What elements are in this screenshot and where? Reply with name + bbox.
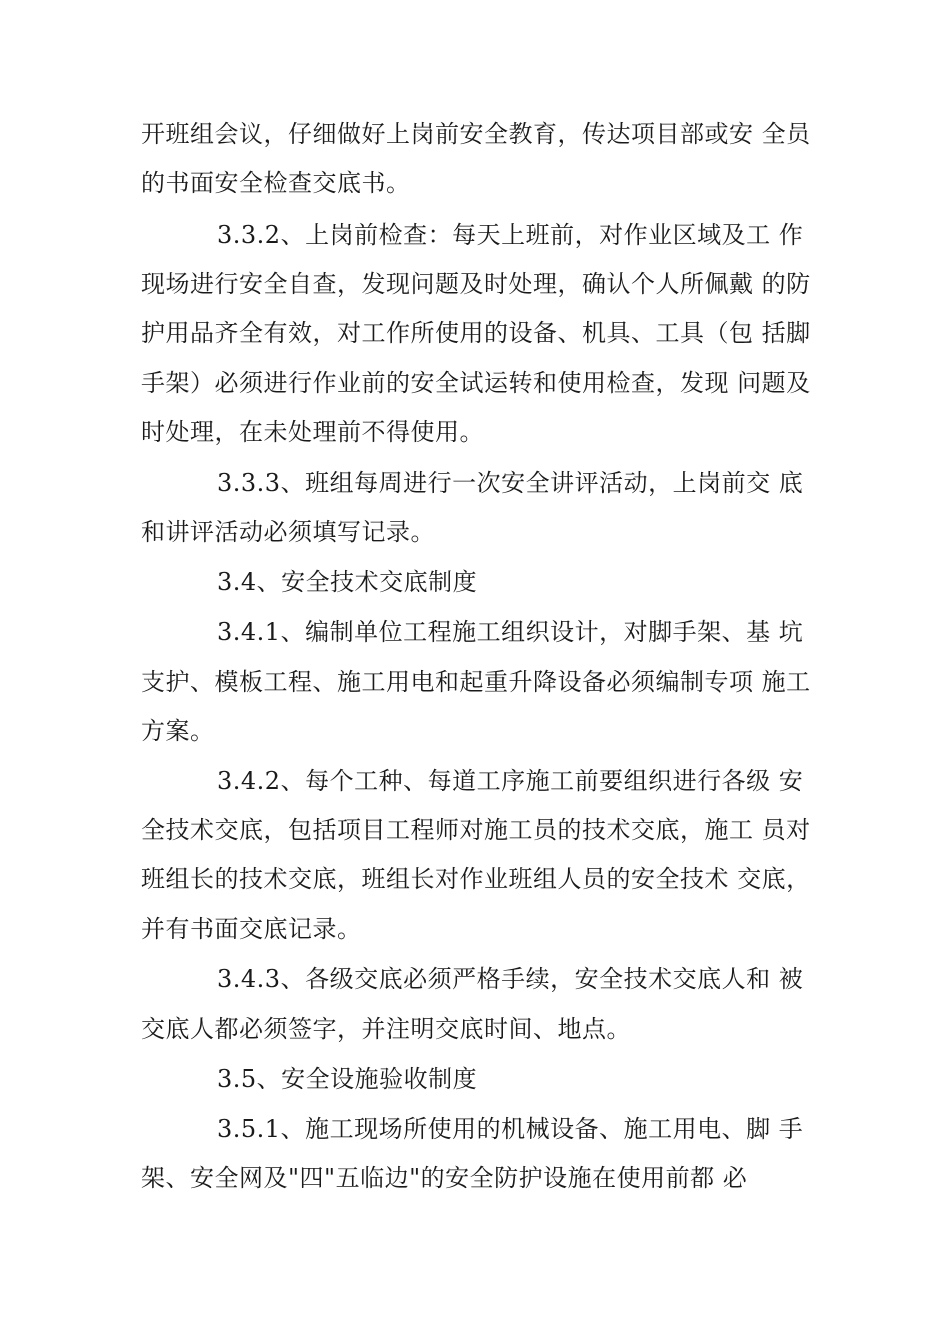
- text-line: 3.4.1、编制单位工程施工组织设计，对脚手架、基 坑: [217, 618, 804, 646]
- section-heading: 3.5、安全设施验收制度: [217, 1065, 478, 1093]
- text-line: 3.5.1、施工现场所使用的机械设备、施工用电、脚 手: [217, 1115, 804, 1143]
- text-line: 护用品齐全有效，对工作所使用的设备、机具、工具（包 括脚: [141, 319, 811, 347]
- text-line: 时处理，在未处理前不得使用。: [141, 418, 484, 446]
- text-line: 3.3.3、班组每周进行一次安全讲评活动，上岗前交 底: [217, 469, 804, 497]
- text-line: 手架）必须进行作业前的安全试运转和使用检查，发现 问题及: [141, 369, 811, 397]
- text-line: 班组长的技术交底，班组长对作业班组人员的安全技术 交底，: [141, 865, 811, 893]
- text-line: 方案。: [141, 717, 215, 745]
- text-line: 支护、模板工程、施工用电和起重升降设备必须编制专项 施工: [141, 668, 811, 696]
- text-line: 交底人都必须签字，并注明交底时间、地点。: [141, 1015, 631, 1043]
- text-line: 3.4.3、各级交底必须严格手续，安全技术交底人和 被: [217, 965, 804, 993]
- text-line: 和讲评活动必须填写记录。: [141, 518, 435, 546]
- text-line: 开班组会议，仔细做好上岗前安全教育，传达项目部或安 全员: [141, 120, 811, 148]
- section-heading: 3.4、安全技术交底制度: [217, 568, 478, 596]
- text-line: 现场进行安全自查，发现问题及时处理，确认个人所佩戴 的防: [141, 270, 811, 298]
- text-line: 架、安全网及"四"五临边"的安全防护设施在使用前都 必: [141, 1164, 748, 1192]
- text-line: 的书面安全检查交底书。: [141, 169, 411, 197]
- text-line: 全技术交底，包括项目工程师对施工员的技术交底，施工 员对: [141, 816, 811, 844]
- text-line: 3.4.2、每个工种、每道工序施工前要组织进行各级 安: [217, 767, 804, 795]
- text-line: 3.3.2、上岗前检查：每天上班前，对作业区域及工 作: [217, 221, 804, 249]
- text-line: 并有书面交底记录。: [141, 915, 362, 943]
